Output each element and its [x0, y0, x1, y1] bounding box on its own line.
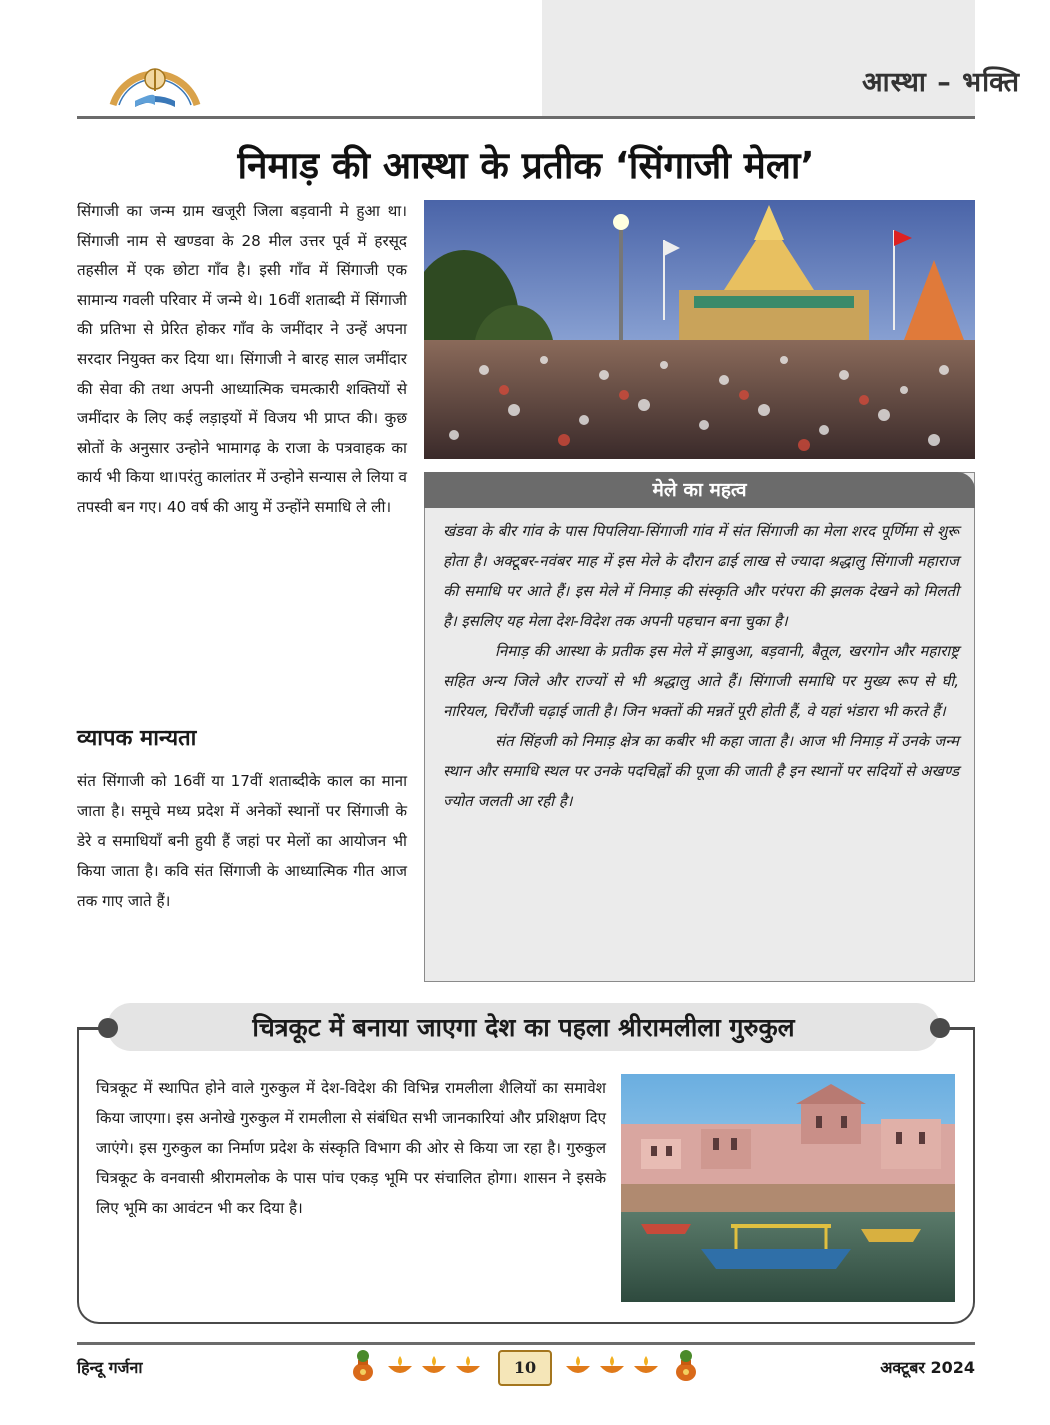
article-intro: सिंगाजी का जन्म ग्राम खजूरी जिला बड़वानी मे हुआ था। सिंगाजी नाम से खण्डवा के 28 मील उत्तर पूर्व में हरसूद तहसील में एक छोटा गाँव है। इसी गाँव में सिंगाजी एक सामान्य गवली परिवार में जन्मे थे। 16वीं शताब्दी में सिंगाजी की प्रतिभा से प्रेरित होकर गाँव के जमींदार ने उन्हें अपना सरदार नियुक्त कर दिया था। सिंगाजी ने बारह साल जमींदार की सेवा की तथा अपनी आध्यात्मिक चमत्कारी शक्तियों से जमींदार के लिए कई लड़ाइयों में विजय भी प्राप्त की। कुछ स्रोतों के अनुसार उन्होने भामागढ़ के राजा के पत्रवाहक का कार्य भी किया था।परंतु कालांतर में उन्होने सन्यास ले लिया व तपस्वी बन गए। 40 वर्ष की आयु में उन्होंने समाधि ले ली। — [77, 202, 407, 516]
box-paragraph: संत सिंहजी को निमाड़ क्षेत्र का कबीर भी कहा जाता है। आज भी निमाड़ में उनके जन्म स्थान और समाधि स्थल पर उनके पदचिह्नों की पूजा की जाती है इन स्थानों पर सदियों से अखण्ड ज्योत जलती आ रही है। — [443, 732, 959, 810]
box-paragraph: निमाड़ की आस्था के प्रतीक इस मेले में झाबुआ, बड़वानी, बैतूल, खरगोन और महाराष्ट्र सहित अन्य जिले और राज्यों से भी श्रद्धालु आते हैं। सिंगाजी समाधि पर मुख्य रूप से घी, नारियल, चिरौंजी चढ़ाई जाती है। जिन भक्तों की मन्नतें पूरी होती हैं, वे यहां भंडारा भी करते हैं। — [443, 642, 959, 720]
diya-icon — [598, 1354, 626, 1378]
importance-box-title: मेले का महत्व — [652, 479, 747, 501]
footer-divider — [77, 1342, 975, 1345]
article2-body: चित्रकूट में स्थापित होने वाले गुरुकुल में देश-विदेश की विभिन्न रामलीला शैलियों का समावेश किया जाएगा। इस अनोखे गुरुकुल में रामलीला से संबंधित सभी जानकारियां और प्रशिक्षण दिए जाएंगे। इस गुरुकुल का निर्माण प्रदेश के संस्कृति विभाग की ओर से किया जा रहा है। गुरुकुल चित्रकूट के वनवासी श्रीरामलोक के पास पांच एकड़ भूमि पर संचालित होगा। शासन ने इसके लिए भूमि का आवंटन भी कर दिया है। — [96, 1079, 606, 1217]
publication-logo — [105, 45, 205, 113]
diya-icon — [454, 1354, 482, 1378]
page-number: 10 — [498, 1350, 552, 1386]
box-paragraph: खंडवा के बीर गांव के पास पिपलिया-सिंगाजी गांव में संत सिंगाजी का मेला शरद पूर्णिमा से शुरू होता है। अक्टूबर-नवंबर माह में इस मेले के दौरान ढाई लाख से ज्यादा श्रद्धालु सिंगाजी महाराज की समाधि पर आते हैं। इस मेले में निमाड़ की संस्कृति और परंपरा की झलक देखने को मिलती है। इसलिए यह मेला देश-विदेश तक अपनी पहचान बना चुका है। — [443, 522, 959, 630]
diya-icon — [564, 1354, 592, 1378]
subheading-text: संत सिंगाजी को 16वीं या 17वीं शताब्दीके काल का माना जाता है। समूचे मध्य प्रदेश में अनेकों स्थानों पर सिंगाजी के डेरे व समाधियाँ बनी हुयी हैं जहां पर मेलों का आयोजन भी किया जाता है। कवि संत सिंगाजी के आध्यात्मिक गीत आज तक गाए जाते हैं। — [77, 772, 407, 910]
header-divider — [77, 116, 975, 119]
issue-date: अक्टूबर 2024 — [880, 1358, 975, 1377]
kalash-icon — [672, 1348, 700, 1386]
section-label: आस्था – भक्ति — [862, 67, 1020, 98]
diya-icon — [632, 1354, 660, 1378]
importance-box-body — [443, 516, 959, 816]
diya-icon — [386, 1354, 414, 1378]
fair-crowd-photo — [424, 200, 975, 459]
article-title: निमाड़ की आस्था के प्रतीक ‘सिंगाजी मेला’ — [237, 144, 815, 187]
article2-title: चित्रकूट में बनाया जाएगा देश का पहला श्रीरामलीला गुरुकुल — [252, 1013, 795, 1042]
diya-icon — [420, 1354, 448, 1378]
subheading: व्यापक मान्यता — [77, 726, 197, 751]
chitrakoot-ghat-photo — [621, 1074, 955, 1302]
kalash-icon — [349, 1348, 377, 1386]
publication-name: हिन्दू गर्जना — [77, 1358, 143, 1377]
